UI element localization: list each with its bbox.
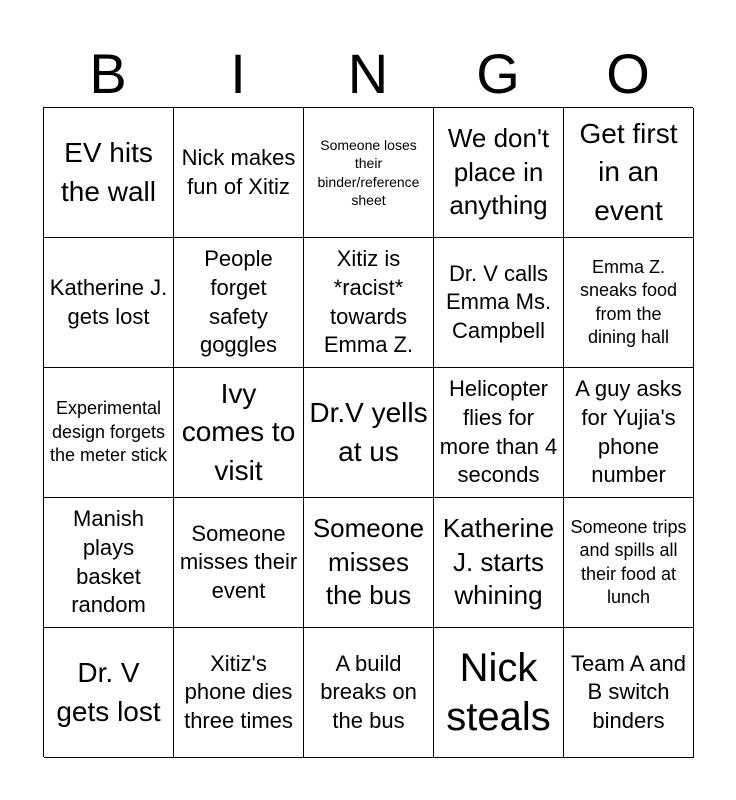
- bingo-cell[interactable]: [434, 238, 564, 368]
- bingo-cell[interactable]: [434, 108, 564, 238]
- header-letter-n: N: [347, 42, 389, 105]
- cell-text: Get first in an event: [579, 118, 678, 226]
- bingo-cell[interactable]: [434, 628, 564, 758]
- bingo-cell[interactable]: [304, 368, 434, 498]
- cell-text: Dr. V calls Emma Ms. Campbell: [445, 260, 552, 343]
- cell-text: Team A and B switch binders: [571, 650, 686, 733]
- bingo-cell[interactable]: [174, 238, 304, 368]
- cell-text: Katherine J. gets lost: [49, 274, 168, 329]
- header-letter-o: O: [606, 42, 650, 105]
- bingo-cell[interactable]: [44, 368, 174, 498]
- cell-text: Someone trips and spills all their food at lunch: [570, 516, 687, 607]
- cell-text: People forget safety goggles: [199, 246, 278, 358]
- bingo-cell[interactable]: [564, 498, 694, 628]
- bingo-cell[interactable]: [174, 368, 304, 498]
- cell-text: Someone misses the bus: [312, 512, 425, 611]
- bingo-cell[interactable]: [44, 498, 174, 628]
- cell-text: Experimental design forgets the meter stick: [49, 398, 168, 466]
- bingo-cell[interactable]: [564, 238, 694, 368]
- cell-text: Someone loses their binder/reference sheet: [317, 137, 420, 208]
- cell-text: Someone misses their event: [179, 520, 298, 603]
- bingo-cell[interactable]: [174, 628, 304, 758]
- header-letter-i: I: [230, 42, 246, 105]
- bingo-cell[interactable]: [304, 238, 434, 368]
- cell-text: Emma Z. sneaks food from the dining hall: [579, 256, 678, 347]
- cell-text: EV hits the wall: [61, 137, 156, 207]
- cell-text: Nick makes fun of Xitiz: [181, 144, 296, 199]
- cell-text: Nick steals: [446, 645, 551, 739]
- cell-text: Dr. V gets lost: [56, 657, 161, 727]
- header-letter-b: B: [89, 42, 127, 105]
- bingo-cell[interactable]: [304, 498, 434, 628]
- bingo-cell[interactable]: [44, 238, 174, 368]
- bingo-cell[interactable]: [174, 498, 304, 628]
- bingo-cell[interactable]: [564, 368, 694, 498]
- bingo-cell[interactable]: [564, 108, 694, 238]
- cell-text: Helicopter flies for more than 4 seconds: [439, 376, 558, 488]
- bingo-cell[interactable]: [304, 108, 434, 238]
- bingo-cell[interactable]: [44, 108, 174, 238]
- cell-text: Katherine J. starts whining: [442, 512, 555, 611]
- bingo-cell[interactable]: [434, 368, 564, 498]
- cell-text: We don't place in anything: [447, 122, 550, 221]
- bingo-header: [43, 40, 693, 108]
- cell-text: Dr.V yells at us: [309, 397, 428, 467]
- bingo-card-grid: [43, 107, 693, 757]
- bingo-cell[interactable]: [564, 628, 694, 758]
- cell-text: Ivy comes to visit: [181, 378, 296, 486]
- cell-text: Xitiz's phone dies three times: [184, 650, 293, 733]
- bingo-cell[interactable]: [434, 498, 564, 628]
- cell-text: Xitiz is *racist* towards Emma Z.: [323, 246, 414, 358]
- bingo-cell[interactable]: [174, 108, 304, 238]
- cell-text: Manish plays basket random: [71, 506, 146, 618]
- bingo-cell[interactable]: [44, 628, 174, 758]
- header-letter-g: G: [476, 42, 520, 105]
- cell-text: A guy asks for Yujia's phone number: [575, 376, 682, 488]
- cell-text: A build breaks on the bus: [320, 650, 417, 733]
- bingo-cell[interactable]: [304, 628, 434, 758]
